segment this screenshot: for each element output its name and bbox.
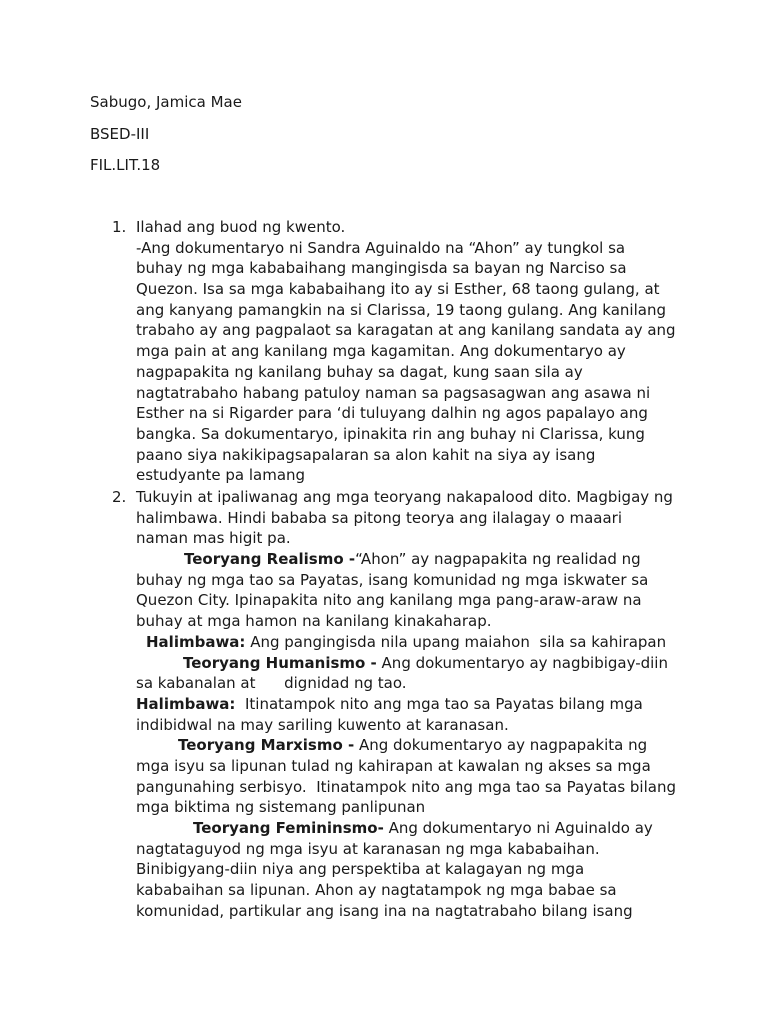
humanismo-example-line bbox=[136, 694, 696, 715]
question-text: Tukuyin at ipaliwanag ang mga teoryang nakapalood dito. Magbigay ng bbox=[136, 488, 673, 506]
humanismo-example-line2: indibidwal na may sariling kuwento at karanasan. bbox=[136, 715, 509, 734]
summary-line: nagpapakita ng kanilang buhay sa dagat, kung saan sila ay bbox=[136, 362, 583, 381]
summary-line: ang kanyang pamangkin na si Clarissa, 19 taong gulang. Ang kanilang bbox=[136, 300, 666, 319]
feminismo-line: nagtataguyod ng mga isyu at karanasan ng mga kababaihan. bbox=[136, 839, 600, 858]
example-label: Halimbawa: bbox=[136, 694, 236, 713]
realismo-line: Quezon City. Ipinapakita nito ang kanilang mga pang-araw-araw na bbox=[136, 591, 642, 610]
feminismo-heading-line bbox=[136, 818, 696, 839]
marxismo-line: mga isyu sa lipunan tulad ng kahirapan at kawalan ng akses sa mga bbox=[136, 756, 651, 775]
summary-line: Esther na si Rigarder para ‘di tuluyang dalhin ng agos papalayo ang bbox=[136, 404, 648, 423]
summary-line: Quezon. Isa sa mga kababaihang ito ay si Esther, 68 taong gulang, at bbox=[136, 280, 660, 299]
summary-line: estudyante pa lamang bbox=[136, 466, 306, 485]
humanismo-heading-line bbox=[136, 653, 696, 674]
realismo-line: buhay at mga hamon na kanilang kinakaharap. bbox=[136, 612, 492, 631]
list-item-1 bbox=[112, 217, 696, 486]
feminismo-line: komunidad, partikular ang isang ina na nagtatrabaho bilang isang bbox=[136, 901, 633, 920]
feminismo-title: Teoryang Femininsmo- bbox=[193, 819, 384, 837]
summary-line: buhay ng mga kababaihang mangingisda sa bayan ng Narciso sa bbox=[136, 259, 627, 278]
realismo-example-line bbox=[136, 632, 696, 653]
realismo-title: Teoryang Realismo - bbox=[184, 550, 356, 569]
summary-line: trabaho ay ang pagpalaot sa karagatan at ang kanilang sandata ay ang bbox=[136, 321, 676, 340]
example-text: Ang pangingisda nila upang maiahon sila sa kahirapan bbox=[245, 632, 667, 651]
marxismo-text: Ang dokumentaryo ay nagpapakita ng bbox=[354, 736, 648, 755]
list-number: 1. bbox=[112, 218, 127, 236]
course-year: BSED-III bbox=[90, 125, 150, 143]
subject-code: FIL.LIT.18 bbox=[90, 156, 161, 174]
list-item-2 bbox=[112, 487, 696, 921]
question-text: naman mas higit pa. bbox=[136, 529, 291, 548]
summary-line: nagtatrabaho habang patuloy naman sa pagsasagwan ang asawa ni bbox=[136, 383, 651, 402]
question-text: halimbawa. Hindi bababa sa pitong teorya ang ilalagay o maaari bbox=[136, 508, 622, 527]
summary-line: paano siya nakikipagsapalaran sa alon kahit na siya ay isang bbox=[136, 445, 596, 464]
example-label: Halimbawa: bbox=[146, 632, 246, 651]
summary-line: mga pain at ang kanilang mga kagamitan. Ang dokumentaryo ay bbox=[136, 342, 626, 361]
humanismo-title: Teoryang Humanismo - bbox=[183, 653, 377, 672]
student-name: Sabugo, Jamica Mae bbox=[90, 93, 242, 111]
feminismo-line: kababaihan sa lipunan. Ahon ay nagtatampok ng mga babae sa bbox=[136, 881, 617, 900]
realismo-heading-line bbox=[136, 549, 696, 570]
feminismo-line: Binibigyang-diin niya ang perspektiba at kalagayan ng mga bbox=[136, 860, 585, 879]
realismo-text: “Ahon” ay nagpapakita ng realidad ng bbox=[355, 550, 641, 569]
marxismo-line: pangunahing serbisyo. Itinatampok nito ang mga tao sa Payatas bilang bbox=[136, 777, 676, 796]
marxismo-heading-line bbox=[136, 735, 696, 756]
question-text: Ilahad ang buod ng kwento. bbox=[136, 218, 346, 236]
summary-line: -Ang dokumentaryo ni Sandra Aguinaldo na “Ahon” ay tungkol sa bbox=[136, 238, 626, 257]
marxismo-title: Teoryang Marxismo - bbox=[178, 736, 355, 755]
example-text: Itinatampok nito ang mga tao sa Payatas bilang mga bbox=[235, 694, 643, 713]
marxismo-line: mga biktima ng sistemang panlipunan bbox=[136, 798, 426, 817]
humanismo-text: Ang dokumentaryo ay nagbibigay-diin bbox=[376, 653, 668, 672]
realismo-line: buhay ng mga tao sa Payatas, isang komunidad ng mga iskwater sa bbox=[136, 570, 649, 589]
list-number: 2. bbox=[112, 488, 127, 506]
feminismo-text: Ang dokumentaryo ni Aguinaldo ay bbox=[383, 819, 653, 837]
summary-line: bangka. Sa dokumentaryo, ipinakita rin ang buhay ni Clarissa, kung bbox=[136, 424, 645, 443]
humanismo-line: sa kabanalan at dignidad ng tao. bbox=[136, 674, 407, 693]
